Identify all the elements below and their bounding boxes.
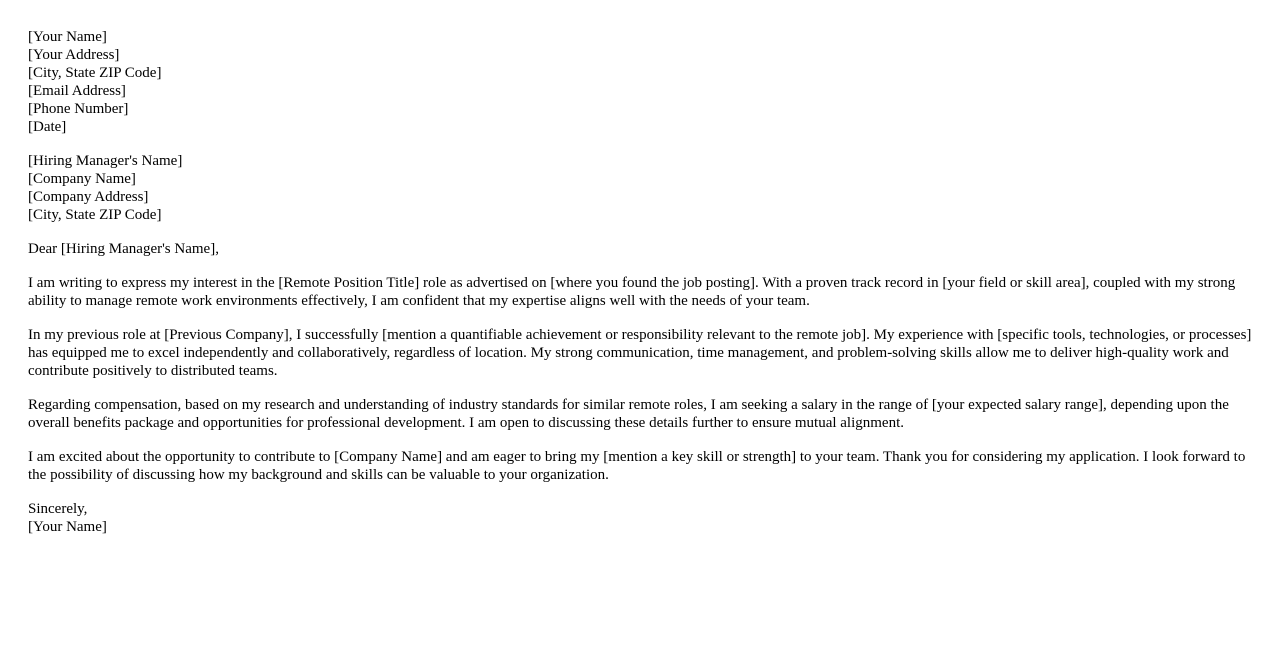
recipient-block [28, 152, 1253, 224]
recipient-city-state-zip: [City, State ZIP Code] [28, 207, 162, 223]
sender-address: [Your Address] [28, 47, 120, 63]
body-paragraph-closing: I am excited about the opportunity to contribute to [Company Name] and am eager to bring my [mention a key skill or strength] to your team. Thank you for considering my application. I look forward to the possibility of discussing how my background and skills can be valuable to your organization. [28, 449, 1246, 483]
sender-city-state-zip: [City, State ZIP Code] [28, 65, 162, 81]
valediction: Sincerely, [28, 501, 88, 517]
salutation: Dear [Hiring Manager's Name], [28, 241, 219, 257]
sender-phone: [Phone Number] [28, 101, 129, 117]
cover-letter [28, 28, 1253, 536]
body-paragraph-compensation: Regarding compensation, based on my research and understanding of industry standards for similar remote roles, I am seeking a salary in the range of [your expected salary range], depending upon the overall benefits package and opportunities for professional development. I am open to discussing these details further to ensure mutual alignment. [28, 397, 1229, 431]
body-paragraph-interest: I am writing to express my interest in the [Remote Position Title] role as advertised on [where you found the job posting]. With a proven track record in [your field or skill area], coupled with my strong ability to manage remote work environments effectively, I am confident that my expertise aligns well with the needs of your team. [28, 275, 1236, 309]
recipient-company: [Company Name] [28, 171, 136, 187]
recipient-name: [Hiring Manager's Name] [28, 153, 183, 169]
sender-email: [Email Address] [28, 83, 126, 99]
closing-block [28, 500, 1253, 536]
sender-name: [Your Name] [28, 29, 107, 45]
sender-block [28, 28, 1253, 136]
letter-date: [Date] [28, 119, 67, 135]
body-paragraph-experience: In my previous role at [Previous Company], I successfully [mention a quantifiable achievement or responsibility relevant to the remote job]. My experience with [specific tools, technologies, or processes] has equipped me to excel independently and collaboratively, regardless of location. My strong communication, time management, and problem-solving skills allow me to deliver high-quality work and contribute positively to distributed teams. [28, 327, 1252, 379]
recipient-address: [Company Address] [28, 189, 149, 205]
signature: [Your Name] [28, 519, 107, 535]
